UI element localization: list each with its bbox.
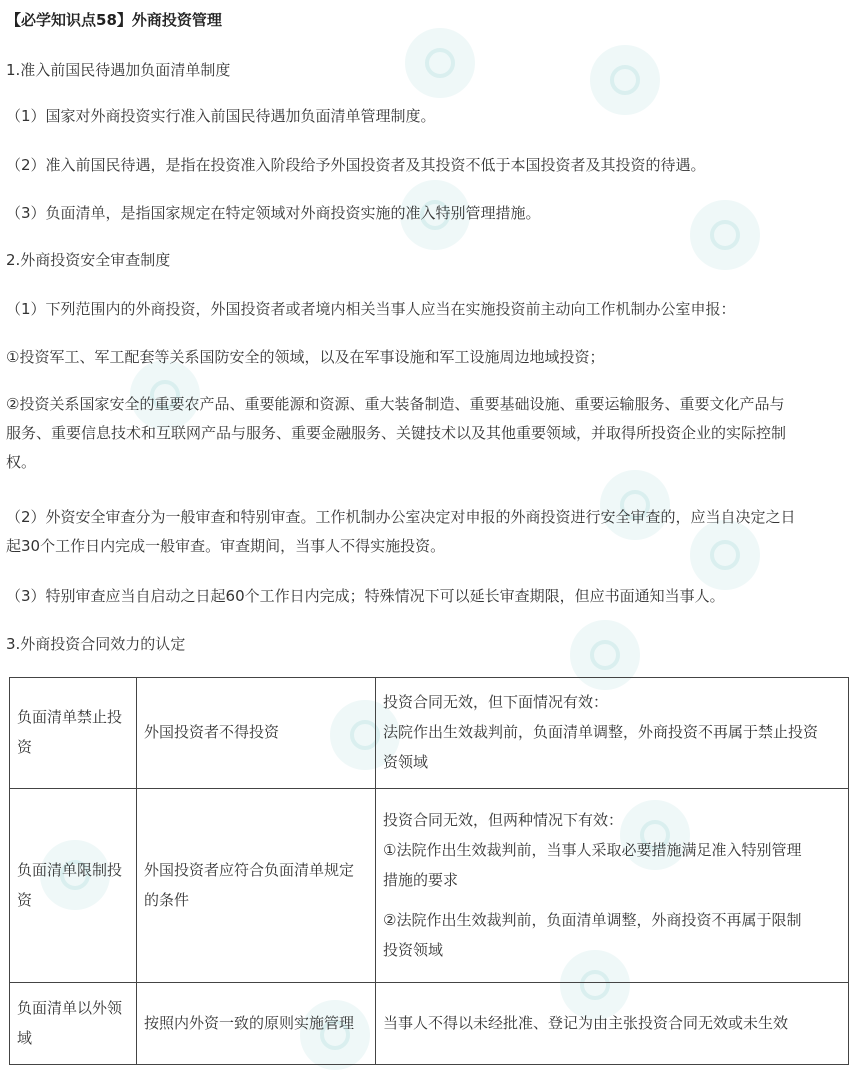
- table-cell-effect: [376, 983, 849, 1065]
- text-line: ①法院作出生效裁判前，当事人采取必要措施满足准入特别管理: [383, 840, 802, 859]
- text-line: 法院作出生效裁判前，负面清单调整，外商投资不再属于禁止投资: [383, 723, 819, 741]
- text-line: 权。: [6, 453, 37, 471]
- text-line: 资: [17, 890, 33, 909]
- table-cell-rule: [137, 789, 376, 983]
- contract-validity-table: [9, 677, 849, 1065]
- section3-heading: 3.外商投资合同效力的认定: [6, 635, 186, 653]
- text-line: 资领域: [383, 753, 429, 771]
- table-row: [10, 789, 849, 983]
- watermark-logo-icon: [590, 45, 660, 115]
- text-line: 投资领域: [383, 940, 444, 959]
- text-line: 当事人不得以未经批准、登记为由主张投资合同无效或未生效: [383, 1013, 789, 1032]
- text-line: （2）外资安全审查分为一般审查和特别审查。工作机制办公室决定对申报的外商投资进行安全审查的，应当自决定之日: [6, 508, 796, 526]
- text-line: 资: [17, 738, 33, 756]
- section2-item-1: （1）下列范围内的外商投资，外国投资者或者境内相关当事人应当在实施投资前主动向工作机制办公室申报：: [6, 300, 736, 318]
- text-line: 外国投资者应符合负面清单规定: [144, 860, 355, 879]
- table-cell-category: [10, 983, 137, 1065]
- section2-sub-2: [6, 390, 844, 477]
- text-line: 按照内外资一致的原则实施管理: [144, 1013, 355, 1032]
- text-line: 负面清单禁止投: [17, 708, 123, 726]
- section1-item-1: （1）国家对外商投资实行准入前国民待遇加负面清单管理制度。: [6, 107, 436, 125]
- section1-item-3: （3）负面清单，是指国家规定在特定领域对外商投资实施的准入特别管理措施。: [6, 204, 541, 222]
- table-cell-effect: [376, 789, 849, 983]
- text-line: 措施的要求: [383, 870, 459, 889]
- watermark-logo-icon: [405, 28, 475, 98]
- section1-heading: 1.准入前国民待遇加负面清单制度: [6, 61, 231, 79]
- watermark-logo-icon: [690, 200, 760, 270]
- table-cell-category: [10, 678, 137, 789]
- text-line: ②法院作出生效裁判前，负面清单调整，外商投资不再属于限制: [383, 910, 802, 929]
- table-row: [10, 983, 849, 1065]
- table-cell-effect: [376, 678, 849, 789]
- text-line: 服务、重要信息技术和互联网产品与服务、重要金融服务、关键技术以及其他重要领域，并取得所投资企业的实际控制: [6, 424, 787, 442]
- section2-item-2: [6, 503, 844, 561]
- section2-heading: 2.外商投资安全审查制度: [6, 251, 171, 269]
- text-line: 投资合同无效，但两种情况下有效：: [383, 810, 624, 829]
- table-cell-rule: [137, 678, 376, 789]
- text-line: ②投资关系国家安全的重要农产品、重要能源和资源、重大装备制造、重要基础设施、重要运输服务、重要文化产品与: [6, 395, 785, 413]
- text-line: 起30个工作日内完成一般审查。审查期间，当事人不得实施投资。: [6, 537, 446, 555]
- section1-item-2: （2）准入前国民待遇，是指在投资准入阶段给予外国投资者及其投资不低于本国投资者及其投资的待遇。: [6, 156, 706, 174]
- table-cell-category: [10, 789, 137, 983]
- text-line: 外国投资者不得投资: [144, 723, 280, 741]
- text-line: 域: [17, 1028, 33, 1047]
- section2-item-3: （3）特别审查应当自启动之日起60个工作日内完成；特殊情况下可以延长审查期限，但应书面通知当事人。: [6, 587, 725, 605]
- text-line: 投资合同无效，但下面情况有效：: [383, 693, 609, 711]
- page-title: 【必学知识点58】外商投资管理: [6, 11, 222, 29]
- text-line: 负面清单以外领: [17, 998, 123, 1017]
- table-cell-rule: [137, 983, 376, 1065]
- text-line: 负面清单限制投: [17, 860, 123, 879]
- text-line: 的条件: [144, 890, 190, 909]
- table-row: [10, 678, 849, 789]
- section2-sub-1: ①投资军工、军工配套等关系国防安全的领域，以及在军事设施和军工设施周边地域投资；: [6, 348, 605, 366]
